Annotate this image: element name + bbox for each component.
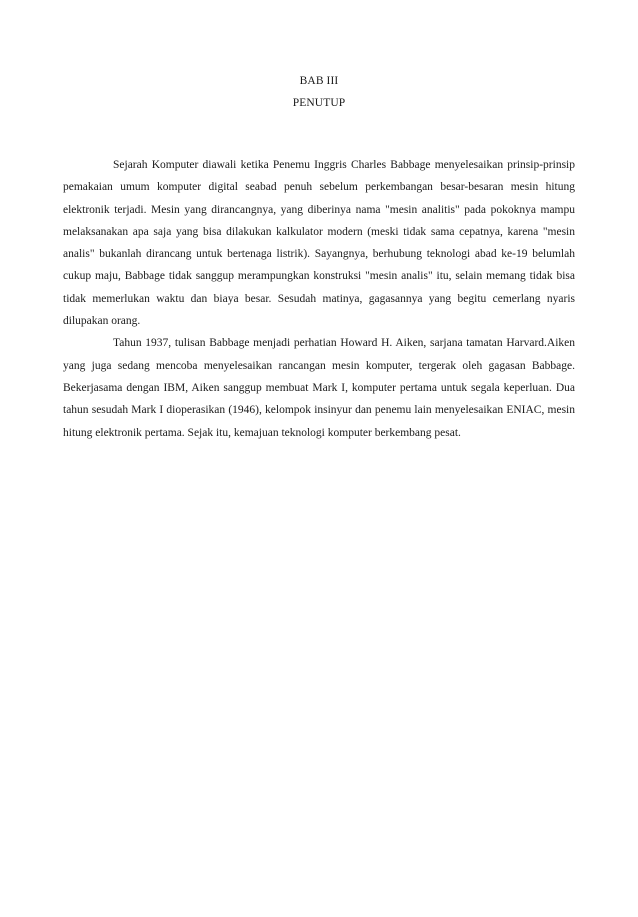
document-body — [63, 154, 575, 444]
paragraph-2: Tahun 1937, tulisan Babbage menjadi perhatian Howard H. Aiken, sarjana tamatan Harvard.Aiken yang juga sedang mencoba menyelesaikan rancangan mesin komputer, tergerak oleh gagasan Babbage. Bekerjasama dengan IBM, Aiken sanggup membuat Mark I, komputer pertama untuk segala keperluan. Dua tahun sesudah Mark I dioperasikan (1946), kelompok insinyur dan penemu lain menyelesaikan ENIAC, mesin hitung elektronik pertama. Sejak itu, kemajuan teknologi komputer berkembang pesat. — [63, 337, 575, 439]
paragraph-1: Sejarah Komputer diawali ketika Penemu Inggris Charles Babbage menyelesaikan prinsip-prinsip pemakaian umum komputer digital seabad penuh sebelum perkembangan besar-besaran mesin hitung elektronik terjadi. Mesin yang dirancangnya, yang diberinya nama "mesin analitis" pada pokoknya mampu melaksanakan apa saja yang bisa dilakukan kalkulator modern (meski tidak sama cepatnya, karena "mesin analis" bukanlah dirancang untuk bertenaga listrik). Sayangnya, berhubung teknologi abad ke-19 belumlah cukup maju, Babbage tidak sanggup merampungkan konstruksi "mesin analis" itu, selain memang tidak bisa tidak memerlukan waktu dan biaya besar. Sesudah matinya, gagasannya yang begitu cemerlang nyaris dilupakan orang. — [63, 159, 575, 328]
chapter-title: PENUTUP — [292, 97, 346, 109]
chapter-number: BAB III — [299, 75, 339, 87]
